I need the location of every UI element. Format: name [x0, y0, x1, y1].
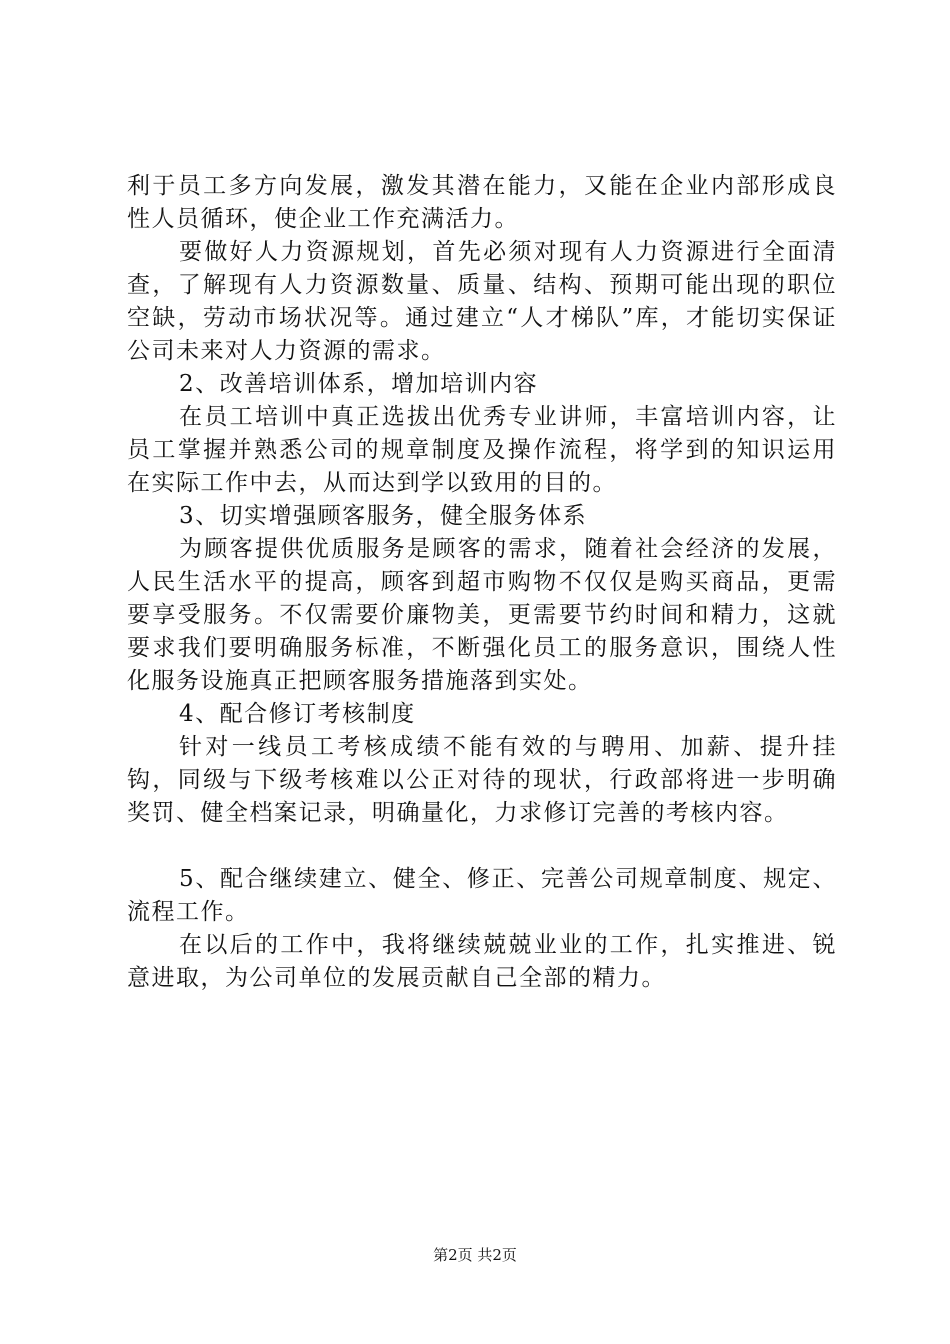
document-body: [127, 170, 837, 995]
paragraph-spacer: [127, 830, 837, 863]
heading-assessment-system: 4、配合修订考核制度: [179, 701, 416, 727]
page-footer: 第2页 共2页: [433, 1246, 517, 1264]
heading-training-system: 2、改善培训体系，增加培训内容: [179, 371, 539, 397]
paragraph-training: 在员工培训中真正选拔出优秀专业讲师，丰富培训内容，让员工掌握并熟悉公司的规章制度及操作流程，将学到的知识运用在实际工作中去，从而达到学以致用的目的。: [127, 404, 837, 496]
paragraph-hr-planning: 要做好人力资源规划，首先必须对现有人力资源进行全面清查，了解现有人力资源数量、质量、结构、预期可能出现的职位空缺，劳动市场状况等。通过建立“人才梯队”库，才能切实保证公司未来对人力资源的需求。: [127, 239, 837, 364]
heading-regulations: 5、配合继续建立、健全、修正、完善公司规章制度、规定、流程工作。: [127, 866, 837, 925]
paragraph-continuation: 利于员工多方向发展，激发其潜在能力，又能在企业内部形成良性人员循环，使企业工作充满活力。: [127, 173, 837, 232]
paragraph-conclusion: 在以后的工作中，我将继续兢兢业业的工作，扎实推进、锐意进取，为公司单位的发展贡献自己全部的精力。: [127, 932, 837, 991]
paragraph-assessment: 针对一线员工考核成绩不能有效的与聘用、加薪、提升挂钩，同级与下级考核难以公正对待的现状，行政部将进一步明确奖罚、健全档案记录，明确量化，力求修订完善的考核内容。: [127, 734, 837, 826]
paragraph-customer-service: 为顾客提供优质服务是顾客的需求，随着社会经济的发展，人民生活水平的提高，顾客到超市购物不仅仅是购买商品，更需要享受服务。不仅需要价廉物美，更需要节约时间和精力，这就要求我们要明确服务标准，不断强化员工的服务意识，围绕人性化服务设施真正把顾客服务措施落到实处。: [127, 536, 837, 694]
heading-customer-service: 3、切实增强顾客服务，健全服务体系: [179, 503, 588, 529]
